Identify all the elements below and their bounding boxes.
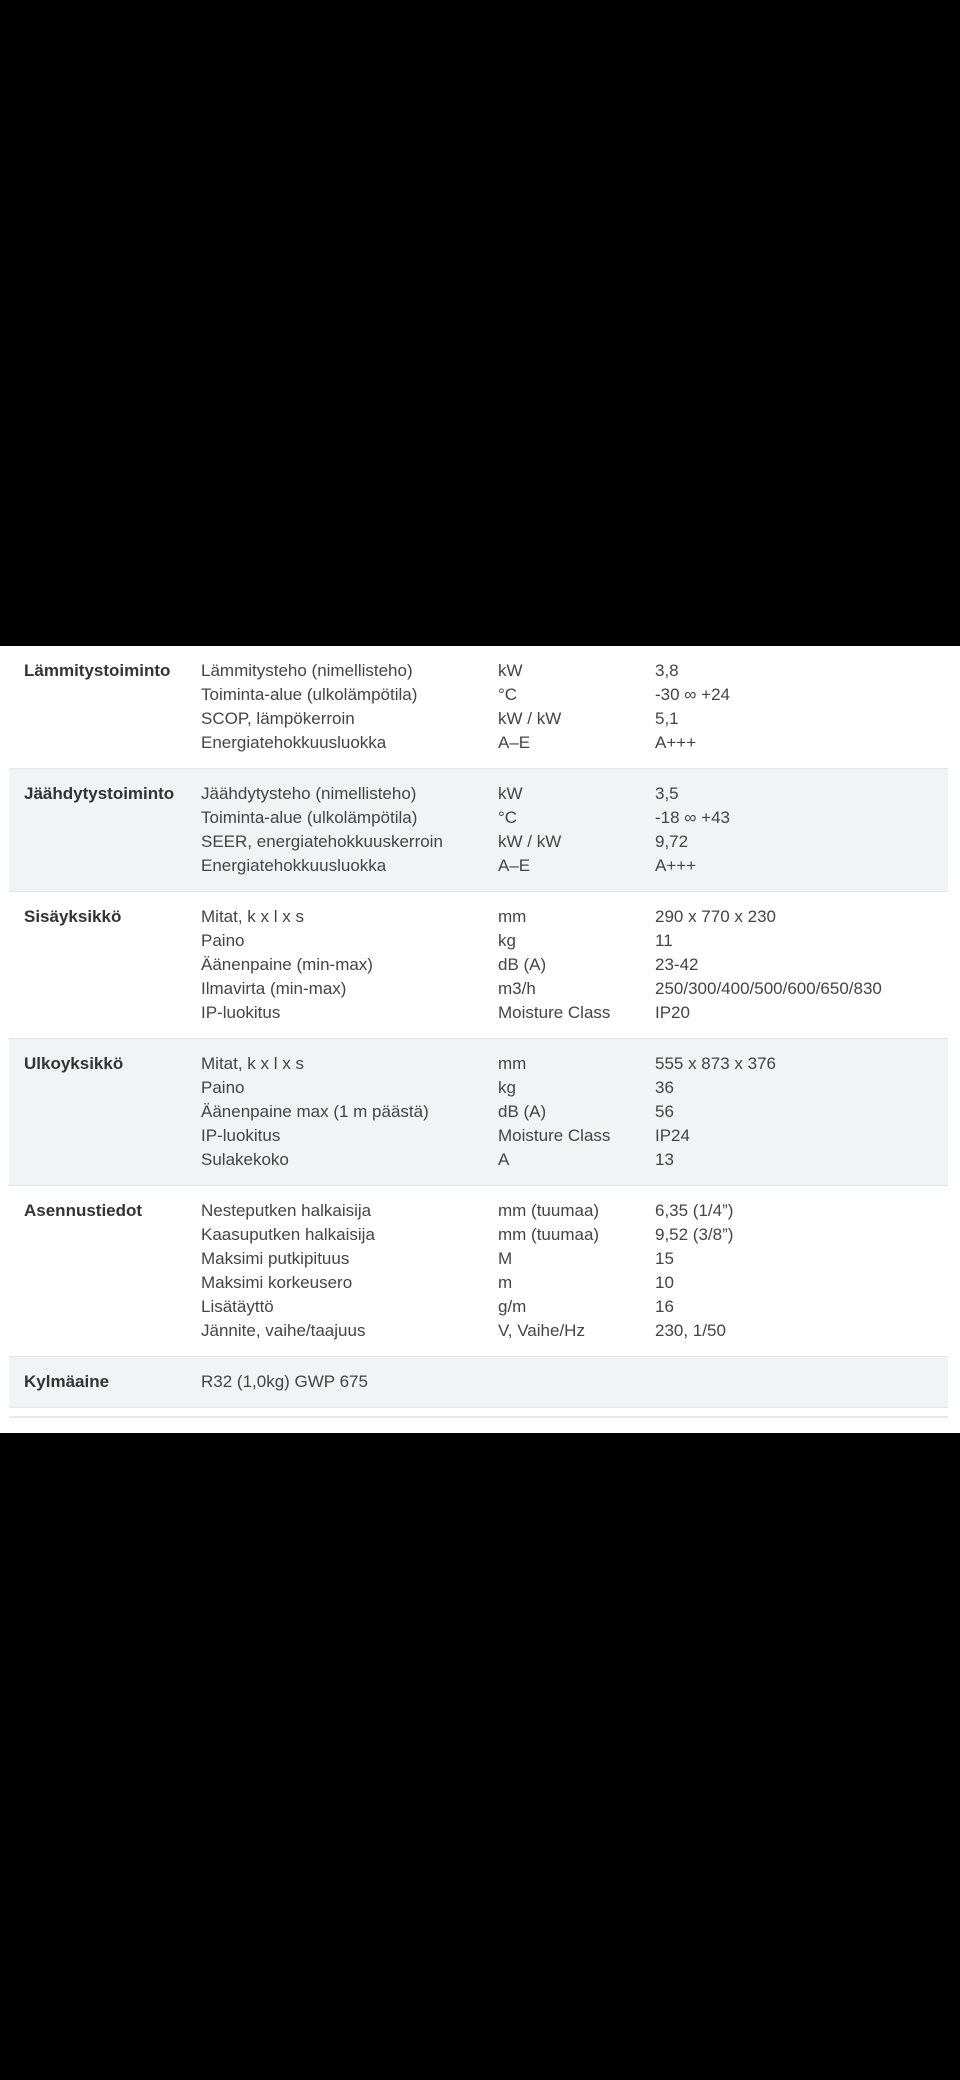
spec-unit: kW / kW	[498, 832, 562, 851]
spec-label: IP-luokitus	[201, 1003, 281, 1022]
spec-row	[201, 1148, 948, 1172]
spec-row	[201, 1223, 948, 1247]
spec-row	[201, 806, 948, 830]
category-label: Ulkoyksikkö	[24, 1054, 124, 1073]
spec-row	[201, 659, 948, 683]
spec-unit	[498, 1370, 655, 1394]
spec-row	[201, 1370, 948, 1394]
spec-unit: °C	[498, 685, 518, 704]
spec-unit: m	[498, 1273, 513, 1292]
spec-value: 290 x 770 x 230	[655, 907, 776, 926]
spec-value: 11	[655, 931, 673, 950]
spec-unit: mm	[498, 1054, 527, 1073]
section-rows	[201, 659, 948, 755]
spec-table	[9, 646, 948, 1408]
category-label: Asennustiedot	[24, 1201, 143, 1220]
category-label: Jäähdytystoiminto	[24, 784, 175, 803]
spec-row	[201, 1247, 948, 1271]
section-heating	[9, 646, 948, 769]
spec-value: 10	[655, 1273, 674, 1292]
spec-unit: mm (tuumaa)	[498, 1201, 600, 1220]
spec-unit: Moisture Class	[498, 1003, 611, 1022]
spec-label: Äänenpaine (min-max)	[201, 955, 373, 974]
spec-row	[201, 683, 948, 707]
spec-label: Energiatehokkuusluokka	[201, 733, 387, 752]
spec-row	[201, 707, 948, 731]
spec-value: IP20	[655, 1003, 690, 1022]
spec-label: Lisätäyttö	[201, 1297, 274, 1316]
section-rows	[201, 1370, 948, 1394]
spec-unit: g/m	[498, 1297, 527, 1316]
spec-unit: kg	[498, 931, 516, 950]
spec-value: 23-42	[655, 955, 699, 974]
spec-row	[201, 731, 948, 755]
spec-row	[201, 1199, 948, 1223]
spec-value: -30 ∞ +24	[655, 685, 730, 704]
spec-label: Sulakekoko	[201, 1150, 289, 1169]
section-cooling	[9, 769, 948, 892]
spec-row	[201, 1124, 948, 1148]
section-refrigerant	[9, 1357, 948, 1408]
spec-unit: °C	[498, 808, 518, 827]
spec-value: 3,8	[655, 661, 679, 680]
spec-unit: Moisture Class	[498, 1126, 611, 1145]
spec-label: Jännite, vaihe/taajuus	[201, 1321, 366, 1340]
spec-unit: A	[498, 1150, 510, 1169]
spec-row	[201, 1076, 948, 1100]
spec-value: 36	[655, 1078, 674, 1097]
spec-unit: dB (A)	[498, 1102, 547, 1121]
spec-row	[201, 977, 948, 1001]
category-label: Sisäyksikkö	[24, 907, 122, 926]
spec-unit: M	[498, 1249, 513, 1268]
section-outdoor-unit	[9, 1039, 948, 1186]
spec-label: Mitat, k x l x s	[201, 907, 304, 926]
section-installation	[9, 1186, 948, 1357]
spec-unit: mm	[498, 907, 527, 926]
spec-value: IP24	[655, 1126, 690, 1145]
spec-unit: mm (tuumaa)	[498, 1225, 600, 1244]
spec-unit: V, Vaihe/Hz	[498, 1321, 585, 1340]
spec-value: 3,5	[655, 784, 679, 803]
spec-unit: dB (A)	[498, 955, 547, 974]
spec-label: Nesteputken halkaisija	[201, 1201, 372, 1220]
spec-unit: kW	[498, 661, 523, 680]
category-label: Kylmäaine	[24, 1372, 110, 1391]
spec-row	[201, 854, 948, 878]
spec-row	[201, 1295, 948, 1319]
spec-row	[201, 1271, 948, 1295]
spec-unit: kg	[498, 1078, 516, 1097]
spec-row	[201, 953, 948, 977]
spec-value: 9,52 (3/8”)	[655, 1225, 734, 1244]
spec-value: 15	[655, 1249, 674, 1268]
spec-label: SEER, energiatehokkuuskerroin	[201, 832, 443, 851]
spec-unit: kW / kW	[498, 709, 562, 728]
spec-label: Kaasuputken halkaisija	[201, 1225, 375, 1244]
spec-label: Paino	[201, 1078, 245, 1097]
spec-value: 250/300/400/500/600/650/830	[655, 979, 882, 998]
spec-unit: kW	[498, 784, 523, 803]
spec-value: 230, 1/50	[655, 1321, 726, 1340]
section-rows	[201, 905, 948, 1025]
spec-row	[201, 905, 948, 929]
spec-label: Äänenpaine max (1 m päästä)	[201, 1102, 429, 1121]
spec-value: 56	[655, 1102, 674, 1121]
section-rows	[201, 782, 948, 878]
section-rows	[201, 1199, 948, 1343]
spec-row	[201, 1001, 948, 1025]
spec-value: 555 x 873 x 376	[655, 1054, 776, 1073]
spec-label: Maksimi putkipituus	[201, 1249, 350, 1268]
spec-value: 9,72	[655, 832, 689, 851]
spec-label: Paino	[201, 931, 245, 950]
table-bottom-border	[9, 1416, 948, 1418]
spec-value: 13	[655, 1150, 674, 1169]
spec-unit: m3/h	[498, 979, 536, 998]
spec-label: Toiminta-alue (ulkolämpötila)	[201, 685, 418, 704]
spec-row	[201, 929, 948, 953]
spec-value	[655, 1370, 935, 1394]
spec-label: IP-luokitus	[201, 1126, 281, 1145]
spec-value: A+++	[655, 856, 697, 875]
spec-sheet	[0, 646, 960, 1433]
spec-value: 16	[655, 1297, 674, 1316]
category-label: Lämmitystoiminto	[24, 661, 171, 680]
section-rows	[201, 1052, 948, 1172]
spec-value: 6,35 (1/4”)	[655, 1201, 734, 1220]
spec-label: R32 (1,0kg) GWP 675	[201, 1372, 368, 1391]
spec-unit: A–E	[498, 733, 531, 752]
spec-row	[201, 830, 948, 854]
spec-row	[201, 1052, 948, 1076]
spec-row	[201, 782, 948, 806]
spec-value: -18 ∞ +43	[655, 808, 730, 827]
spec-label: Maksimi korkeusero	[201, 1273, 353, 1292]
spec-row	[201, 1319, 948, 1343]
section-indoor-unit	[9, 892, 948, 1039]
spec-row	[201, 1100, 948, 1124]
spec-label: Jäähdytysteho (nimellisteho)	[201, 784, 417, 803]
spec-label: Mitat, k x l x s	[201, 1054, 304, 1073]
spec-label: Energiatehokkuusluokka	[201, 856, 387, 875]
spec-label: Lämmitysteho (nimellisteho)	[201, 661, 413, 680]
spec-value: 5,1	[655, 709, 679, 728]
spec-label: SCOP, lämpökerroin	[201, 709, 355, 728]
spec-label: Toiminta-alue (ulkolämpötila)	[201, 808, 418, 827]
spec-unit: A–E	[498, 856, 531, 875]
spec-label: Ilmavirta (min-max)	[201, 979, 347, 998]
spec-value: A+++	[655, 733, 697, 752]
